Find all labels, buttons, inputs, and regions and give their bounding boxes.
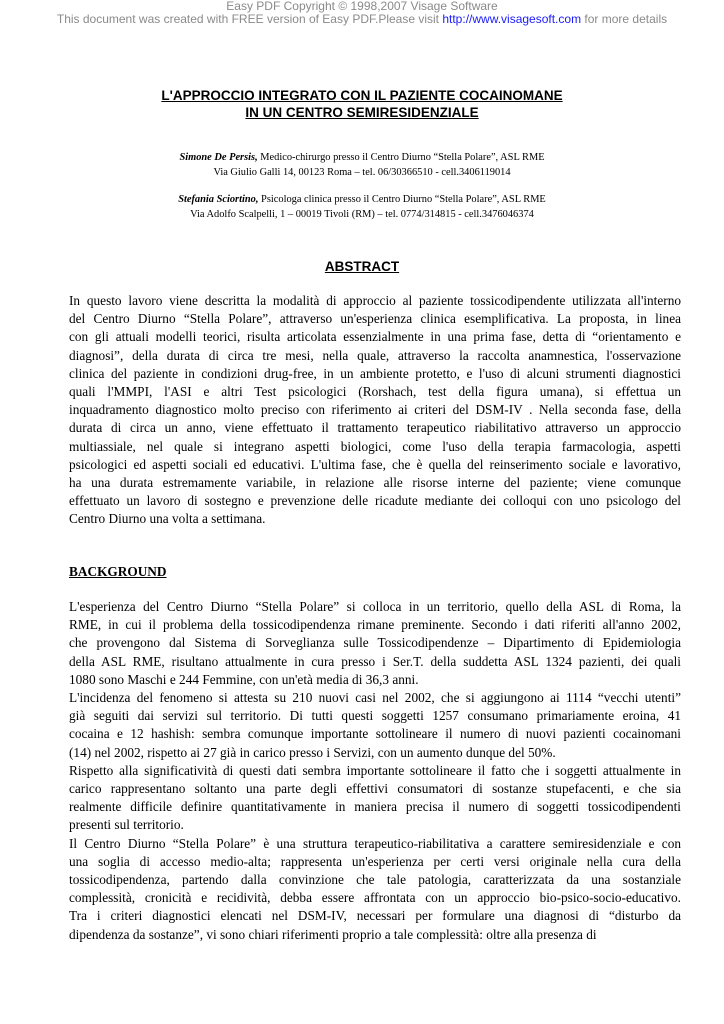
author-2-name: Stefania Sciortino,	[178, 194, 259, 205]
abstract-line: inquadramento diagnostico molto preciso con riferimento ai criteri del DSM-IV . Nella seconda fase, della	[69, 402, 681, 418]
background-line: della ASL RME, risultano attualmente in cura presso i Ser.T. della suddetta ASL 1324 pazienti, dei quali	[69, 653, 681, 669]
author-2-affiliation	[0, 192, 724, 207]
background-line: tossicodipendenza, partendo dalla convinzione che tale patologia, caratterizzata da una sostanziale	[69, 872, 681, 888]
background-line: L'incidenza del fenomeno si attesta su 210 nuovi casi nel 2002, che si aggiungono ai 1114 “vecchi utenti”	[69, 690, 681, 706]
abstract-line: quali l'MMPI, l'ASI e altri Test psicologici (Rorshach, test della figura umana), si effettua un	[69, 384, 681, 400]
document-title	[0, 87, 724, 121]
watermark-line-2	[0, 13, 724, 26]
background-paragraph	[69, 598, 681, 944]
abstract-line: con gli attuali modelli teorici, risulta articolata essenzialmente in una prima fase, detta di “orientamento e	[69, 329, 681, 345]
background-line: 1080 sono Maschi e 244 Femmine, con un'età media di 36,3 anni.	[69, 671, 419, 687]
author-1	[0, 150, 724, 180]
background-line: una soglia di accesso medio-alta; rappresenta un'esperienza per certi versi originale nella cura della	[69, 853, 681, 869]
abstract-line: Centro Diurno una volta a settimana.	[69, 511, 266, 527]
background-line: dipendenza da sostanze”, vi sono chiari riferimenti proprio a tale complessità: oltre alla presenza di	[69, 926, 597, 942]
background-line: Il Centro Diurno “Stella Polare” è una struttura terapeutico-riabilitativa a carattere semiresidenziale e con	[69, 835, 681, 851]
watermark-prefix: This document was created with FREE version of Easy PDF.Please visit	[56, 12, 443, 26]
background-heading: BACKGROUND	[69, 564, 167, 579]
abstract-line: In questo lavoro viene descritta la modalità di approccio al paziente tossicodipendente utilizzata all'interno	[69, 293, 681, 308]
watermark-suffix: for more details	[581, 12, 668, 26]
abstract-line: clinica del paziente in condizioni drug-free, in un ambiente protetto, e l'uso di alcuni strumenti diagnostici	[69, 365, 681, 381]
background-line: cocaina e 12 hashish: sembra comunque importante sottolineare il numero di nuovi pazienti cocainomani	[69, 726, 681, 742]
abstract-line: diagnosi”, della durata di circa tre mesi, nella quale, attraverso la raccolta anamnestica, l'osservazione	[69, 347, 681, 363]
watermark-line-1: Easy PDF Copyright © 1998,2007 Visage Software	[226, 0, 498, 13]
abstract-paragraph	[69, 292, 681, 529]
background-line: Rispetto alla significatività di questi dati sembra importante sottolineare il fatto che i soggetti attualmente in	[69, 762, 681, 778]
abstract-heading: ABSTRACT	[324, 259, 400, 274]
abstract-line: effettuato un lavoro di sostegno e prevenzione delle ricadute mediante dei colloqui con uno psicologo del	[69, 493, 681, 509]
background-line: L'esperienza del Centro Diurno “Stella Polare” si colloca in un territorio, quello della ASL di Roma, la	[69, 599, 681, 614]
author-1-role: Medico-chirurgo presso il Centro Diurno “Stella Polare”, ASL RME	[257, 152, 545, 163]
abstract-line: ha una durata estremamente variabile, in relazione alle risorse interne del paziente; viene comunque	[69, 475, 681, 491]
background-line: complessità, cronicità e recidività, debba essere affrontata con un approccio bio-psico-socio-educativo.	[69, 890, 681, 906]
author-2-address: Via Adolfo Scalpelli, 1 – 00019 Tivoli (RM) – tel. 0774/314815 - cell.3476046374	[190, 209, 534, 220]
background-line: carico rappresentano soltanto una parte degli effettivi consumatori di sostanze stupefacenti, e che sia	[69, 781, 681, 797]
background-line: già seguiti dai servizi sul territorio. Di tutti questi soggetti 1257 consumano primariamente eroina, 41	[69, 708, 681, 724]
watermark-link[interactable]: http://www.visagesoft.com	[442, 12, 582, 26]
author-1-affiliation	[0, 150, 724, 165]
background-line: RME, in cui il problema della tossicodipendenza rimane preminente. Secondo i dati riferiti all'anno 2002,	[69, 617, 681, 633]
background-line: realmente difficile definire quantitativamente in maniera precisa il numero di soggetti tossicodipendenti	[69, 799, 681, 815]
background-line: presenti sul territorio.	[69, 817, 184, 833]
background-line: Tra i criteri diagnostici elencati nel DSM-IV, necessari per formulare una diagnosi di “disturbo da	[69, 908, 681, 924]
author-1-name: Simone De Persis,	[179, 152, 258, 163]
background-line: (14) nel 2002, rispetto ai 27 già in carico presso i Servizi, con un aumento dunque del 50%.	[69, 744, 556, 760]
abstract-line: durata di circa un anno, viene effettuato il trattamento terapeutico riabilitativo attraverso un approccio	[69, 420, 681, 436]
author-2	[0, 192, 724, 222]
abstract-line: multiassiale, nel quale si integrano aspetti biologici, come l'uso della terapia farmacologia, aspetti	[69, 438, 681, 454]
title-line-2: IN UN CENTRO SEMIRESIDENZIALE	[245, 105, 479, 120]
abstract-line: psicologici ed aspetti sociali ed educativi. L'ultima fase, che è quella del reinserimento sociale e lavorativo,	[69, 456, 681, 472]
background-line: che provengono dal Sistema di Sorveglianza sulle Tossicodipendenze – Dipartimento di Epidemiologia	[69, 635, 681, 651]
author-1-address: Via Giulio Galli 14, 00123 Roma – tel. 06/30366510 - cell.3406119014	[213, 167, 511, 178]
author-2-role: Psicologa clinica presso il Centro Diurno “Stella Polare”, ASL RME	[258, 194, 546, 205]
abstract-line: del Centro Diurno “Stella Polare”, attraverso un'esperienza clinica esemplificativa. La proposta, in linea	[69, 311, 681, 327]
title-line-1: L'APPROCCIO INTEGRATO CON IL PAZIENTE COCAINOMANE	[161, 88, 563, 103]
watermark	[0, 0, 724, 26]
